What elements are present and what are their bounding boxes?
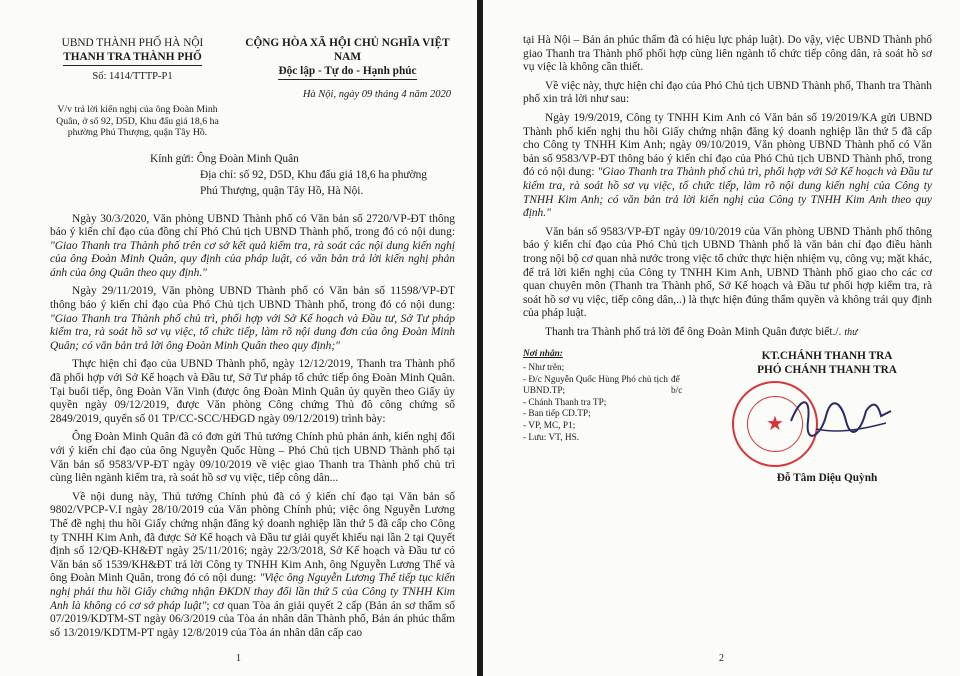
paragraph-text: Về nội dung này, Thủ tướng Chính phủ đã có ý kiến chỉ đạo tại Văn bản số 9802/VPCP-V.I ngày 28/10/2019 của Văn phòng Chính phủ; việc ông Nguyễn Lương Thế đề nghị thu hồi Giấy chứng nhận đăng ký doanh nghiệp lần thứ 5 đã cấp cho Công ty TNHH Kim Anh, đã được Sở Kế hoạch và Đầu tư giải quyết khiếu nại lần 2 tại Quyết định số 12/QĐ-KH&ĐT ngày 25/11/2016; ngày 22/3/2018, Sở Kế hoạch và Đầu tư có Văn bản số 1539/KH&ĐT trả lời Công ty TNHH Kim Anh, ông Nguyễn Lương Thế và ông Đoàn Minh Quân, trong đó có nội dung: (50, 490, 455, 585)
recipient-name: - Lưu: VT, HS. (523, 432, 580, 443)
motto: Độc lập - Tự do - Hạnh phúc (278, 64, 416, 80)
quoted-directive: "Giao Thanh tra Thành phố chủ trì, phối hợp với Sở Kế hoạch và Đầu tư kiểm tra, rà soát hồ sơ vụ việc, tổ chức tiếp, làm rõ nội dung kiến nghị của Công ty TNHH Kim Anh; có văn bản trả lời kiến nghị của Công ty TNHH Kim Anh theo quy định." (523, 166, 932, 220)
national-title-block (240, 36, 455, 102)
signer-block (722, 349, 932, 485)
reference-number: Số: 1414/TTTP-P1 (92, 71, 173, 82)
paragraph-text: ; cơ quan Tòa án giải quyết 2 cấp (Bản án sơ thẩm số 07/2019/KDTM-ST ngày 06/3/2019 của Tòa án nhân dân Thành phố, Bản án phúc thẩm số 13/2019/KDTM-PT ngày 12/8/2019 của Tòa án nhân dân cấp cao (50, 599, 455, 639)
seal-star-icon: ★ (747, 396, 803, 452)
page-number: 2 (719, 653, 724, 664)
addressee-block (50, 151, 455, 199)
signer-line-2: PHÓ CHÁNH THANH TRA (757, 364, 897, 377)
recipient-note (671, 409, 693, 421)
quoted-directive: "Giao Thanh tra Thành phố trên cơ sở kết quả kiểm tra, rà soát các nội dung kiến nghị của ông Đoàn Minh Quân, quy định của pháp luật, có văn bản trả lời kiến nghị phản ánh của ông Quân theo quy định." (50, 239, 455, 279)
signer-name: Đỗ Tâm Diệu Quỳnh (776, 472, 878, 485)
letter-header (50, 36, 455, 102)
recipient-item (523, 363, 693, 375)
signature-area (523, 349, 932, 485)
recipient-note: để b/c (671, 374, 683, 397)
letter-body-page-2 (523, 34, 932, 339)
document-date: Hà Nội, ngày 09 tháng 4 năm 2020 (302, 89, 451, 100)
paragraph: Văn bản số 9583/VP-ĐT ngày 09/10/2019 của Văn phòng UBND Thành phố thông báo ý kiến chỉ đạo của Phó Chủ tịch UBND Thành phố là văn bản chỉ đạo điều hành trong nội bộ cơ quan nhà nước trong việc tổ chức thực hiện nhiệm vụ, công vụ; mặt khác, để trả lời kiến nghị của Công ty TNHH Kim Anh, UBND Thành phố giao cho các cơ quan chuyên môn (Thanh tra Thành phố, Sở Kế hoạch và Đầu tư phối hợp kiểm tra, rà soát hồ sơ vụ việc, tiếp công dân,..) là thực hiện đúng thẩm quyền và không trái quy định của pháp luật. (523, 225, 932, 320)
recipient-item (523, 409, 693, 421)
recipient-name: - Đ/c Nguyễn Quốc Hùng Phó chủ tịch UBND.TP; (523, 374, 668, 397)
quoted-directive: "Việc ông Nguyễn Lương Thế tiếp tục kiến nghị phải thu hồi Giấy chứng nhận ĐKDN thay đổi lần thứ 5 của Công ty TNHH Kim Anh là không có cơ sở pháp luật" (50, 572, 455, 612)
address-line-2: Phú Thượng, quận Tây Hồ, Hà Nội. (200, 184, 364, 197)
seal-and-signature (722, 381, 932, 471)
address-line-1: Địa chỉ: số 92, D5D, Khu đấu giá 18,6 ha phường (200, 168, 428, 181)
paragraph (50, 213, 455, 281)
salutation-label: Kính gửi: (150, 152, 194, 165)
document-page-2 (483, 0, 960, 676)
recipient-note (671, 398, 693, 410)
handwritten-signature-icon (786, 391, 896, 441)
recipient-name: - Chánh Thanh tra TP; (523, 397, 607, 408)
recipient-note (671, 421, 693, 433)
closing-text: Thanh tra Thành phố trả lời để ông Đoàn Minh Quân được biết./. (545, 325, 842, 338)
paragraph (50, 491, 455, 641)
recipient-note (671, 363, 693, 375)
recipient-item (523, 421, 693, 433)
document-page-1 (0, 0, 477, 676)
signer-line-1: KT.CHÁNH THANH TRA (761, 350, 893, 363)
paragraph: tại Hà Nội – Bản án phúc thẩm đã có hiệu lực pháp luật). Do vậy, việc UBND Thành phố giao Thanh tra Thành phố phối hợp cùng liên ngành tổ chức tiếp công dân, rà soát hồ sơ vụ việc là không cần thiết. (523, 34, 932, 74)
paragraph-text: Ngày 19/9/2019, Công ty TNHH Kim Anh có Văn bản số 19/2019/KA gửi UBND Thành phố kiến nghị thu hồi Giấy chứng nhận đăng ký doanh nghiệp lần thứ 5 đã cấp cho Công ty TNHH Kim Anh; ngày 09/10/2019, Văn phòng UBND Thành phố có Văn bản số 9583/VP-ĐT thông báo ý kiến chỉ đạo của Phó Chủ tịch UBND Thành phố, trong đó có nội dung: (523, 111, 932, 179)
agency-line-2: THANH TRA THÀNH PHỐ (63, 50, 202, 66)
recipient-item (523, 375, 693, 398)
paragraph-text: Ngày 30/3/2020, Văn phòng UBND Thành phố có Văn bản số 2720/VP-ĐT thông báo ý kiến chỉ đạo của đồng chí Phó Chủ tịch UBND Thành phố, trong đó có nội dung: (50, 212, 455, 239)
paragraph (523, 112, 932, 221)
paragraph (523, 326, 932, 340)
handwritten-initials: thư (844, 326, 858, 338)
recipients-heading: Nơi nhận: (523, 349, 563, 360)
issuing-agency-block (50, 36, 215, 102)
recipient-item (523, 398, 693, 410)
letter-body-page-1 (50, 213, 455, 641)
recipient-name: - VP, MC, P1; (523, 421, 576, 432)
nation-title: CỘNG HÒA XÃ HỘI CHỦ NGHĨA VIỆT NAM (245, 37, 450, 63)
page-number: 1 (236, 653, 241, 664)
paragraph: Ông Đoàn Minh Quân đã có đơn gửi Thủ tướng Chính phủ phản ánh, kiến nghị đối với ý kiến chỉ đạo của ông Nguyễn Quốc Hùng – Phó Chủ tịch UBND Thành phố tại Văn bản số 9583/VP-ĐT ngày 09/10/2019 về việc giao Thanh tra Thành phố chủ trì cùng liên ngành kiểm tra, rà soát hồ sơ vụ việc, tiếp công dân... (50, 431, 455, 485)
agency-line-1: UBND THÀNH PHỐ HÀ NỘI (61, 37, 204, 49)
quoted-directive: "Giao Thanh tra Thành phố chủ trì, phối hợp với Sở Kế hoạch và Đầu tư, Sở Tư pháp kiểm tra, rà soát hồ sơ vụ việc, tổ chức tiếp, làm rõ nội dung đơn của ông Đoàn Minh Quân; có văn bản trả lời ông Đoàn Minh Quân theo quy định;" (50, 312, 455, 352)
recipient-name: - Ban tiếp CD.TP; (523, 409, 591, 420)
recipient-name: - Như trên; (523, 363, 565, 374)
recipients-list (523, 349, 693, 485)
addressee-name: Ông Đoàn Minh Quân (196, 152, 299, 165)
paragraph-text: Ngày 29/11/2019, Văn phòng UBND Thành phố có Văn bản số 11598/VP-ĐT thông báo ý kiến chỉ đạo của Phó Chủ tịch UBND Thành phố, trong đó có nội dung: (50, 285, 455, 312)
paragraph: Về việc này, thực hiện chỉ đạo của Phó Chủ tịch UBND Thành phố, Thanh tra Thành phố xin trả lời như sau: (523, 79, 932, 106)
paragraph: Thực hiện chỉ đạo của UBND Thành phố, ngày 12/12/2019, Thanh tra Thành phố đã phối hợp với Sở Kế hoạch và Đầu tư, Sở Tư pháp tổ chức tiếp ông Đoàn Minh Quân. Tại buổi tiếp, ông Đoàn Văn Vinh (được ông Đoàn Minh Quân ủy quyền theo Giấy ủy quyền ngày 09/12/2019, được Văn phòng Công chứng Thủ đô công chứng số 2849/2019, quyển số 01 TP/CC-SCC/HĐGD ngày 09/12/2019) trình bày: (50, 358, 455, 425)
subject-line: V/v trả lời kiến nghị của ông Đoàn Minh Quân, ở số 92, D5D, Khu đấu giá 18,6 ha phường Phú Thượng, quận Tây Hồ. (56, 104, 219, 138)
recipient-note (671, 433, 693, 445)
recipient-item (523, 433, 693, 445)
paragraph (50, 285, 455, 353)
